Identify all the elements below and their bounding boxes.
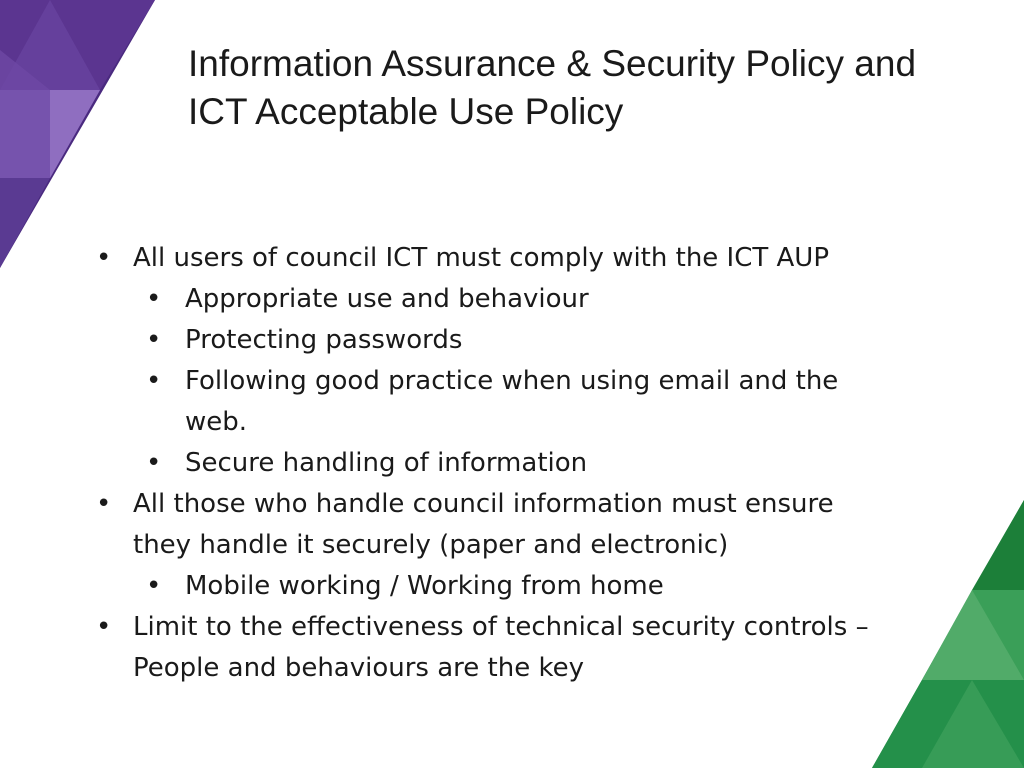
list-item-text: Appropriate use and behaviour <box>185 284 589 314</box>
bullet-icon: • <box>146 366 162 396</box>
list-item-text: Secure handling of information <box>185 448 588 478</box>
bullet-icon: • <box>96 243 112 273</box>
list-item-text: Mobile working / Working from home <box>185 571 664 601</box>
title-line-1: Information Assurance & Security Policy and <box>188 43 917 84</box>
green-band-top <box>972 500 1024 590</box>
list-item <box>96 607 893 689</box>
list-item <box>96 566 896 607</box>
list-item <box>96 279 896 320</box>
bullet-list <box>96 238 896 689</box>
purple-facet-3 <box>0 178 50 268</box>
list-item-text: Limit to the effectiveness of technical security controls – People and behaviours are the key <box>133 612 869 683</box>
slide-title <box>188 40 1008 136</box>
list-item-text: Following good practice when using email and the web. <box>185 366 839 437</box>
bullet-icon: • <box>96 489 112 519</box>
bullet-icon: • <box>96 612 112 642</box>
list-item <box>96 361 896 443</box>
list-item <box>96 238 893 279</box>
list-item <box>96 320 896 361</box>
bullet-icon: • <box>146 325 162 355</box>
bullet-icon: • <box>146 571 162 601</box>
list-item <box>96 484 893 566</box>
title-line-2: ICT Acceptable Use Policy <box>188 91 624 132</box>
list-item-text: Protecting passwords <box>185 325 463 355</box>
bullet-icon: • <box>146 448 162 478</box>
list-item-text: All users of council ICT must comply with the ICT AUP <box>133 243 830 273</box>
bullet-icon: • <box>146 284 162 314</box>
list-item <box>96 443 896 484</box>
list-item-text: All those who handle council information must ensure they handle it securely (paper and electronic) <box>133 489 834 560</box>
